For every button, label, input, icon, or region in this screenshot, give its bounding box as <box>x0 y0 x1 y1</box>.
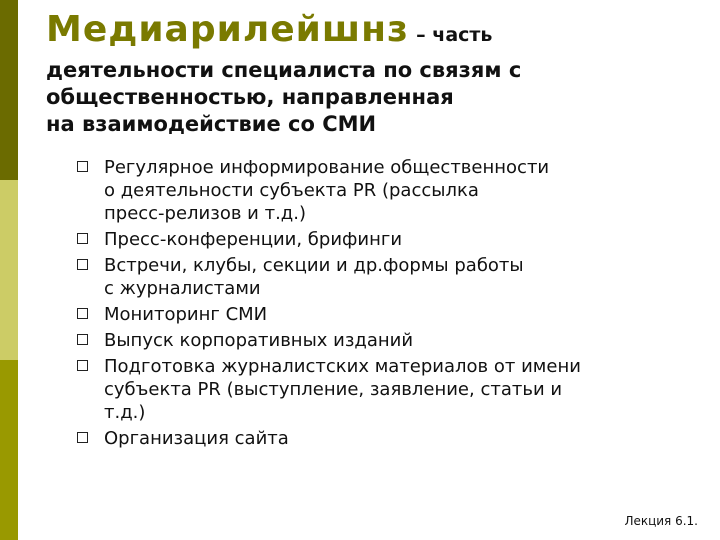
square-bullet-icon <box>77 259 88 270</box>
list-item-line: Мониторинг СМИ <box>104 304 268 325</box>
side-bar-top-segment <box>0 0 18 180</box>
title-term: Медиарилейшнз <box>46 9 409 50</box>
side-bar-middle-segment <box>0 180 18 360</box>
square-bullet-icon <box>77 360 88 371</box>
square-bullet-icon <box>77 432 88 443</box>
list-item <box>104 303 694 326</box>
list-item <box>104 156 694 225</box>
list-item-line: т.д.) <box>104 402 146 423</box>
title-line-3: общественностью, направленная <box>46 85 454 109</box>
square-bullet-icon <box>77 334 88 345</box>
bullet-list <box>104 156 694 453</box>
list-item <box>104 254 694 300</box>
title-dash-part: – часть <box>416 24 493 46</box>
list-item-line: с журналистами <box>104 278 261 299</box>
list-item-line: Регулярное информирование общественности <box>104 157 550 178</box>
lecture-footer: Лекция 6.1. <box>624 514 698 528</box>
list-item <box>104 228 694 251</box>
list-item-line: Подготовка журналистских материалов от имени <box>104 356 581 377</box>
list-item-line: Встречи, клубы, секции и др.формы работы <box>104 255 524 276</box>
list-item-line: Пресс-конференции, брифинги <box>104 229 403 250</box>
square-bullet-icon <box>77 233 88 244</box>
square-bullet-icon <box>77 308 88 319</box>
list-item-line: пресс-релизов и т.д.) <box>104 203 306 224</box>
title-line-4: на взаимодействие со СМИ <box>46 112 377 136</box>
slide-title <box>46 8 686 138</box>
list-item <box>104 355 694 424</box>
list-item-line: субъекта PR (выступление, заявление, статьи и <box>104 379 563 400</box>
side-bar-bottom-segment <box>0 360 18 540</box>
list-item <box>104 427 694 450</box>
list-item-line: Организация сайта <box>104 428 289 449</box>
square-bullet-icon <box>77 161 88 172</box>
list-item-line: Выпуск корпоративных изданий <box>104 330 414 351</box>
title-line-2: деятельности специалиста по связям с <box>46 58 522 82</box>
list-item <box>104 329 694 352</box>
list-item-line: о деятельности субъекта PR (рассылка <box>104 180 479 201</box>
